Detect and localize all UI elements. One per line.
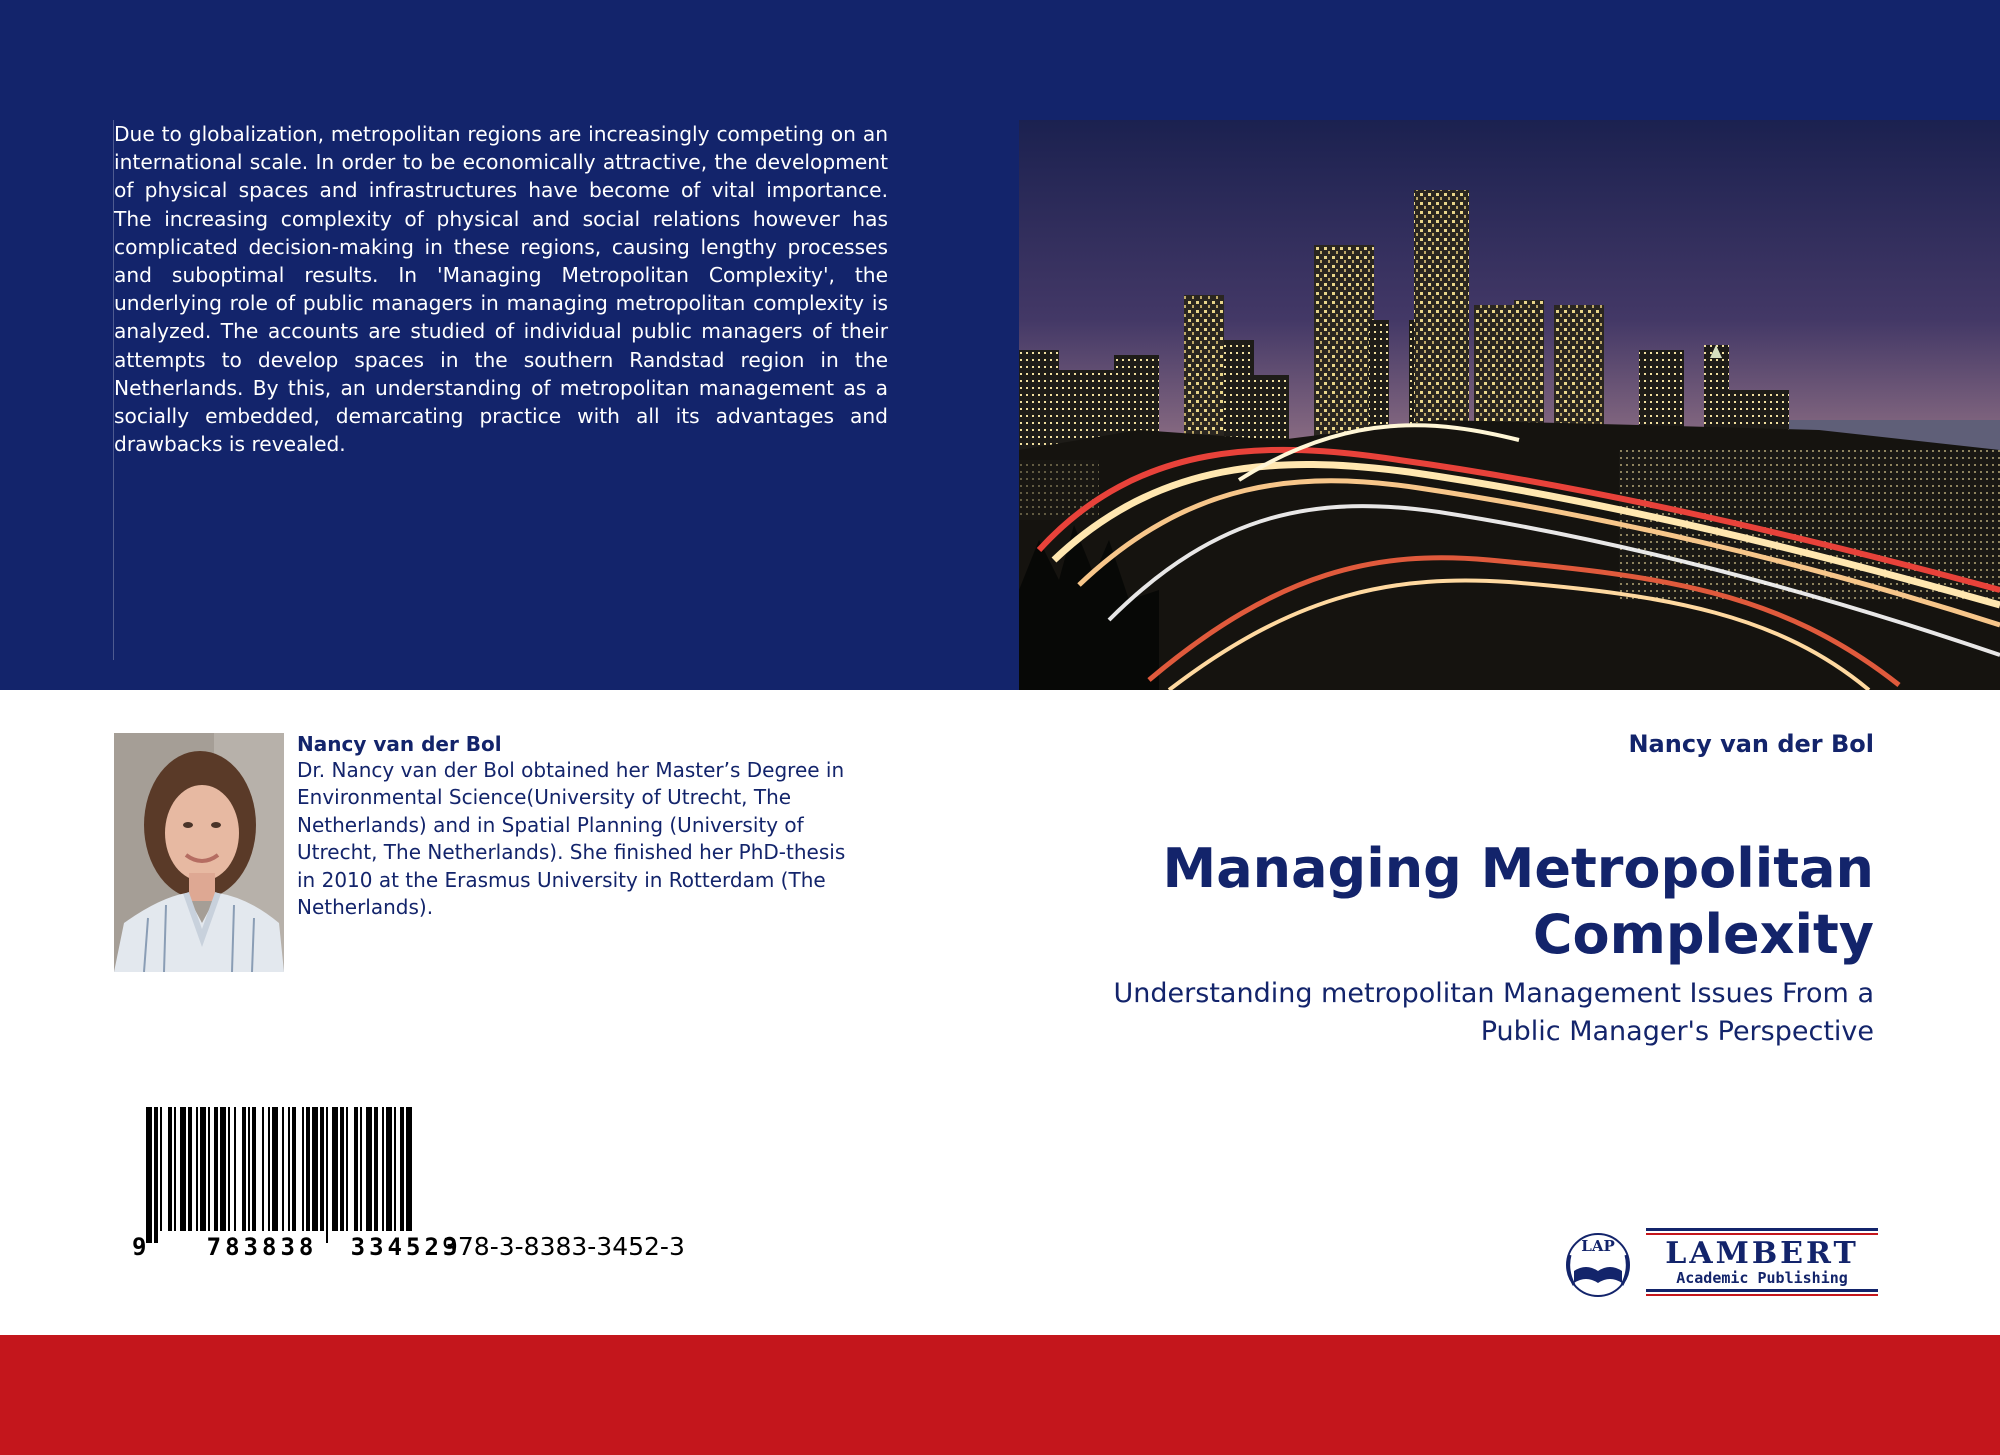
barcode-bar [252, 1107, 256, 1231]
barcode-bar [360, 1107, 362, 1231]
barcode-bar [282, 1107, 284, 1231]
barcode-bar [268, 1107, 270, 1231]
barcode-bar [306, 1107, 310, 1231]
barcode-bar [242, 1107, 246, 1231]
bio-author-name: Nancy van der Bol [297, 732, 502, 756]
barcode-bar [160, 1107, 162, 1231]
barcode-bar [346, 1107, 348, 1231]
barcode-bar [168, 1107, 172, 1231]
barcode-bar [326, 1107, 328, 1243]
author-photo [114, 733, 284, 972]
barcode-bar [214, 1107, 218, 1231]
logo-seal-text: LAP [1581, 1237, 1615, 1255]
barcode-bar [394, 1107, 396, 1231]
barcode-bar [180, 1107, 186, 1231]
barcode-bar [196, 1107, 198, 1231]
book-title: Managing Metropolitan Complexity [1162, 837, 1874, 966]
barcode-bar [386, 1107, 392, 1231]
barcode-bar [146, 1107, 152, 1243]
barcode-bar [382, 1107, 384, 1231]
barcode-bar [302, 1107, 304, 1231]
bottom-red-band [0, 1335, 2000, 1455]
barcode-bar [262, 1107, 264, 1231]
book-subtitle: Understanding metropolitan Management Issues From a Public Manager's Perspective [1113, 978, 1874, 1047]
isbn-barcode [122, 1107, 714, 1267]
isbn-number: 978-3-8383-3452-3 [442, 1232, 685, 1261]
barcode-bar [220, 1107, 226, 1231]
barcode-bar [174, 1107, 176, 1231]
back-cover-blurb: Due to globalization, metropolitan regions are increasingly competing on an international scale. In order to be economically attractive, the development of physical spaces and infrastructures have become of vital importance. The increasing complexity of physical and social relations however has complicated decision-making in these regions, causing lengthy processes and suboptimal results. In 'Managing Metropolitan Complexity', the underlying role of public managers in managing metropolitan complexity is analyzed. The accounts are studied of individual public managers of their attempts to develop spaces in the southern Randstad region in the Netherlands. By this, an understanding of metropolitan management as a socially embedded, demarcating practice with all its advantages and drawbacks is revealed. [114, 122, 888, 457]
barcode-bar [248, 1107, 250, 1231]
barcode-bar [400, 1107, 404, 1231]
barcode-bar [188, 1107, 192, 1231]
logo-name: LAMBERT [1665, 1236, 1859, 1271]
logo-tagline: Academic Publishing [1676, 1269, 1848, 1287]
barcode-bar [288, 1107, 290, 1231]
barcode-digit-prefix: 9 [132, 1233, 147, 1261]
barcode-digits-right: 334523 [350, 1233, 462, 1261]
barcode-bar [154, 1107, 158, 1243]
barcode-bar [200, 1107, 206, 1231]
barcode-bar [340, 1107, 344, 1231]
barcode-bar [228, 1107, 230, 1231]
barcode-bar [406, 1107, 412, 1231]
barcode-bar [292, 1107, 296, 1231]
barcode-bar [332, 1107, 338, 1231]
barcode-bar [320, 1107, 324, 1231]
bio-text: Dr. Nancy van der Bol obtained her Master’s Degree in Environmental Science(University of Utrecht, The Netherlands) and in Spatial Planning (University of Utrecht, The Netherlands). She finished her PhD-thesis in 2010 at the Erasmus University in Rotterdam (The Netherlands). [297, 758, 846, 920]
barcode-bar [208, 1107, 210, 1231]
cover-photo-city-skyline [1019, 120, 2000, 690]
barcode-bar [366, 1107, 372, 1231]
barcode-digits-left: 783838 [206, 1233, 318, 1261]
barcode-bar [354, 1107, 358, 1231]
barcode-bar [234, 1107, 236, 1231]
barcode-bar [374, 1107, 378, 1231]
lambert-publisher-logo [1562, 1225, 1880, 1300]
barcode-bar [312, 1107, 318, 1231]
front-author-name: Nancy van der Bol [1628, 730, 1874, 758]
barcode-bar [272, 1107, 278, 1231]
